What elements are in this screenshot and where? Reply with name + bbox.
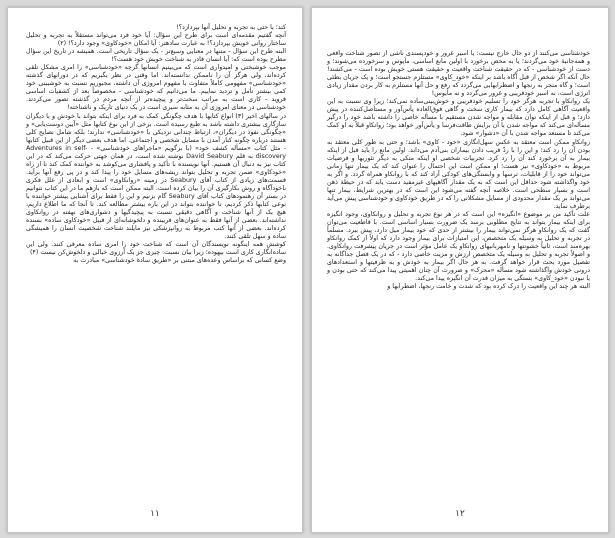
- page-number: ۱۱: [150, 509, 160, 519]
- right-page: [311, 7, 609, 533]
- page-number: ۱۲: [455, 509, 465, 519]
- page-text: خودشناسی می‌کنند از دو حال خارج نیست: یا اسیر غرور و خودپسندی ناشی از تصور شناخت واقعی و همه‌جانبهٔ خود می‌گردند؛ یا به محض برخورد با اولین مانع اساسی، مأیوس و سرخورده می‌شوند؛ و دست از خودشناسی - که در حقیقت شناخت واقعیت و حقیقت هستی خویش بوده است - می‌کشند! حال آنکه اگر شخص از قبل آگاه باشد بر اینکه «خود_کاوی» مستلزم جستجو است؛ و یک جریان بطئی است؛ و گاه منجر به رنجها و اضطرابهایی می‌گردد که رفع و حل آنها مستلزم به کار بردن مقدار زیادی انرژی است، نه اسیر خودفریبی و غرور می‌گردد و نه مأیوس! یک روانکاو با تجربه هرگز خود را تسلیم خودفریبی و خوش‌بینی‌ساده نمی‌کند؛ زیرا وی نسبت به این واقعیت آگاهی کامل دارد که بیمار کاری سخت و گاهی فوق‌العاده یأس‌آور و مستأصل‌کننده در پیش دارد؛ و قبل از اینکه توان مقابله و مواجه شدن مستقیم با مسأله خاصی را داشته باشد خود را درگیر مسأله‌ای می‌کند که مواجه شدن با آن برایش طاقت‌فرسا و یأس‌آور خواهد بود؛ روانکاو قبلاً به او کمک می‌کند تا مستعد مواجه شدن با آن «دشوار» شود. روانکاو ممکن است معتقد به عکس سهل‌انگاری «خود - کاوی» باشد؛ و حتی به طور کلی معتقد به بودن آن را رد کند؛ و این را با ردّ فریب دادن بیماران بنی‌آدم می‌داند. اولین مانع را باید قبل از اینکه بیمار به آن برخورد کند آن را رد کرد. تجربیات شخصی او اینکه متکی به دیگر تئوریها و فرضیات مربوط به «خودکاوی» نیز هست؛ او ممکن است این احتمال را عنوان کند که یک بیمار تنها زمانی می‌تواند خود را از قابلیات، ترسها و وابستگی‌های کودکی آزاد کند که با روانکاو همراه گردد. و اگر به خود واگذاشته شود حداقل این است که به یک مقدار آگاهیهای غیرمفید دست یابد که در حیطهٔ ذهن است و بسیار سطحی است. خلاصه آنچه گفته می‌شود این است که در بهترین شرایط، بیمار تنها می‌تواند بر یک مقدار محدودی از مسایل مشکلاتی را که در طریق خودکاوی و خودشناسی پیش می‌آید برطرف نماید. علت تأکید من بر موضوع «انگیزه» این است که در هر نوع تجربه و تحلیل و روانکاوی، وجود انگیزه برای اینکه بیمار بتواند به نتایج مطلوبی برسد یک ضرورت بسیار اساسی است. با قاطعیت می‌توان گفت که یک روانکاو هرگز نمی‌تواند بیمار را بیشتر از حدی که خود بیمار میل دارد، پیش ببرد. مسلماً در تجربه و تحلیل به وسیله یک متخصص، این امتیازات برای بیمار وجود دارد که اولاً از کمک روانکاو بهره‌مند است، ثانیاً خشونتها و نامهربانیهای روانکاو یک عامل مؤثر است در جریان پیشرفت روانکاوی. و اصولاً تجربه و تحلیل به وسیله یک متخصص ارزش و مزیت خاصی دارد - که در یک فصل جداگانه به تفصیل مورد بحث قرار خواهد گرفت. به هر حال اگر بیمار به خودش و به ظرفیتها و استعدادهای درونی خودش واگذاشته شود مسأله «محرک» و ضرورت آن چنان اهمیتی پیدا می‌کند که حتی بودن و یا نبودن «خود_کاوی» بستگی به میزان قدرت آن انگیزه پیدا می‌کند. البته هر چند این واقعیت را درک کرده بود که شدت و خامت رنجها، اضطرابها و: [327, 50, 590, 291]
- left-page: [7, 7, 303, 533]
- page-text: کند؛ یا حتی به تجربه و تحلیل آنها بپردازد؟! آنچه گفتیم مقدمه‌ای است برای طرح این سؤال: آیا خود فرد می‌تواند مستقلاً به تجربه و تحلیل ساختار روانی خویش بپردازد؟! به عبارت سادهتر: آیا امکان «خودکاوی» وجود دارد؟! (۲) البته طرح این سؤال - متنها در معنایی وسیع‌تر - یک سؤال تاریخی است. همیشه در تاریخ این سؤال مطرح بوده است که: آیا انسان قادر به شناخت خویش خود هست؟! موجب خوشبختی و امیدواری است که می‌بینیم انسانها گرچه «خودشناسی» را امری مشکل تلقی کرده‌اند، ولی هرگز آن را ناممکن ندانسته‌اند. اما وقتی در نظر بگیریم که در دورانهای گذشته «خودشناسی» مفهومی کاملاً متفاوت با مفهوم امروزی آن داشته، مجبوریم نسبت به خوشبینی خود کمی بیشتر تأمل و تردید نماییم. ما می‌دانیم که خودشناسی - مخصوصاً بعد از کشفیات اساسی فروید - کاری است به مراتب سخت‌تر و پیچیده‌تر از آنچه مردم در گذشته تصور می‌کردند. خودشناسی در معنای امروزی آن به مثابه سیری است در یک دنیای تاریک و ناشناخته! در سالهای اخیر (۳) انواع کتابها با هدف چگونگی کمک به فرد برای اینکه بتواند با خودش و با دیگران سازگاری بیشتری داشته باشد به طبع رسیده است. برخی از این نوع کتابها مثل «آیین دوست‌یابی» و «چگونگی نفوذ در دیگران»، ارتباط چندانی نزدیکی با «خودشناسی» ندارند؛ بلکه شامل نصایح کلی هستند درباره چگونه کنار آمدن با مسایل شخصی و اجتماعی. اما هدف بعضی دیگر از این قبیل کتابها - مثل کتاب «مسأله کشف خود» (با برگویم «ماجراهای خودشناسی» - Adventures in self-discovery به قلم David Seabury نوشته شده است، در همان جهتی حرکت می‌کند که در این کتاب نیز به دنبال آن هستیم. آنها نویسنده با تأکید و پافشاری می‌کوشد به خواننده کمک کند تا از راه «خودکاوی» ضمن تجربه و تحلیل بتواند ریشه‌های مسایل خود را پیدا کند و در پی رفع آنها برآید. قسمت‌های زیادی از کتاب آقای Seabury در زمینه «روانکاوی» است و ابعادی از علل فکری ناخودآگاه و روش بکارگیری آن را بیان کرده است. البته ممکن است که بازهم ما در این کتاب نتوانیم در بستر آن رهنمودهای کتاب آقای Seabury گام بزنیم و این را فقط برای آشنایی بیشتر خواننده با نوعی کتابها ذکر کردیم، تا خواننده بتواند در این باره بیشتر مطالعه کند. تا آنجا که ما اطلاع داریم، هیچ یک از آنها شناخت و آگاهی دقیقی نسبت به پیچیدگیها و دشواری‌های نهفته در روانکاوی نداشته‌اند. بعضی از آنها فقط به عنوان‌های فریبنده و دلخوشانه‌ای از قبیل «خودکاوی ساده» بسنده کرده‌اند. بعضی از آنها کتب مربوط به روانپزشکی نیز مایلند شناخت شخصیت انسان را همیشگی ساده و سهل تلقی کنند. کوشش همه اینگونه نویسندگان آن است که شناخت خود را امری ساده معرفی کنند. ولی این ساده‌انگاری کاری است بیهوده؛ زیرا بیان نسبت: چیزی جز یک آرزوی خیالی و دلخوش‌کن نیست (۴) وضع کسانی که براساس وعده‌های مبتنی بر «طریق سادهٔ خودشناسی» مبادرت به: [26, 24, 287, 265]
